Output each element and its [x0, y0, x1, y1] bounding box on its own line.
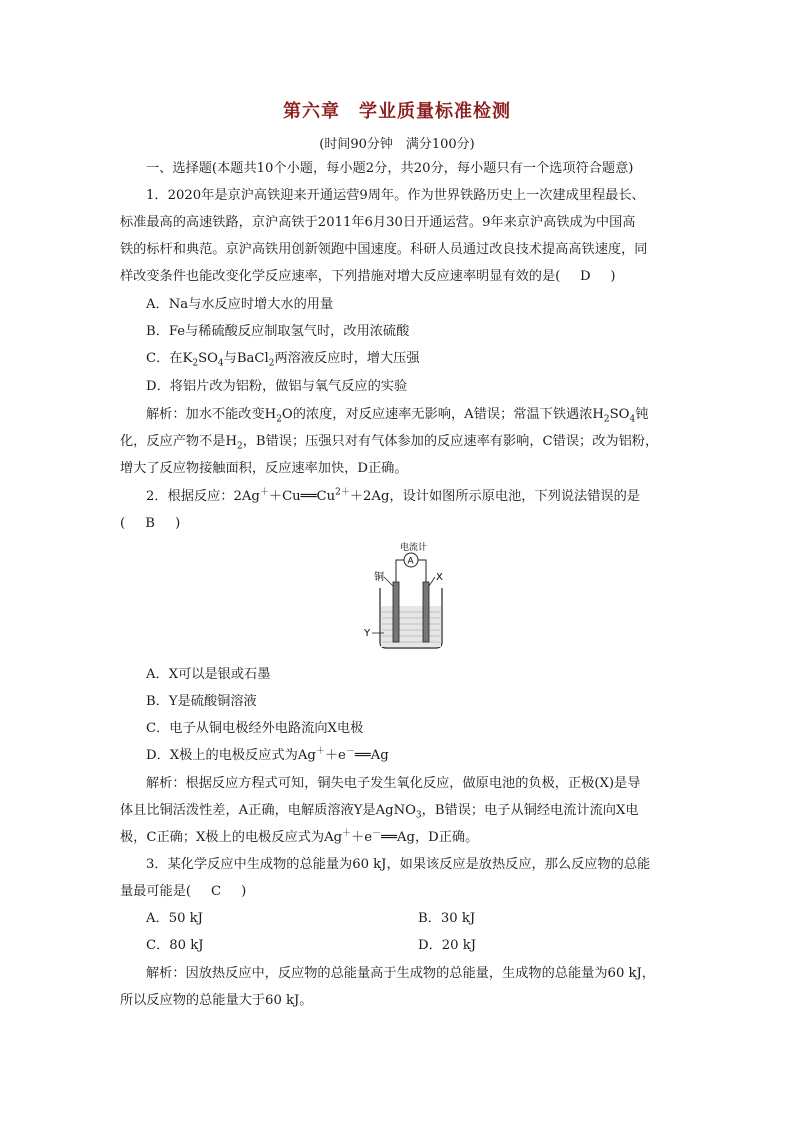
q2-option-c: C．电子从铜电极经外电路流向X电极: [146, 721, 364, 736]
q1-close-paren: ): [610, 269, 616, 284]
q1-option-c: C．在$K_2SO_4$与BaCl$_2$两溶液反应时，增大压强: [146, 351, 420, 369]
q1-option-a: A．Na与水反应时增大水的用量: [146, 297, 334, 312]
ammeter-label: 电流计: [400, 543, 428, 553]
galvanic-cell-diagram: [362, 540, 462, 650]
q2-line-2: ( B ): [120, 516, 181, 531]
q1-explanation-2: 化，反应产物不是$H_2$，B错误；压强只对有气体参加的反应速率有影响，C错误；改为铝粉，: [120, 434, 659, 452]
q1-answer: D: [580, 269, 591, 284]
q1-line-4: [120, 268, 616, 286]
q3-option-d: D．20 kJ: [418, 938, 477, 953]
x-electrode-label: X: [436, 572, 443, 583]
q2-option-d: D．X极上的电极反应式为Ag＋＋e－══Ag: [146, 746, 389, 763]
copper-pointer: [384, 577, 393, 586]
q3-explanation-2: 所以反应物的总能量大于60 kJ。: [120, 993, 313, 1008]
q2-option-a: A．X可以是银或石墨: [146, 667, 271, 682]
q2-explanation-3: 极，C正确；X极上的电极反应式为Ag＋＋e－══Ag，D正确。: [120, 828, 479, 845]
q3-option-c: C．80 kJ: [146, 938, 204, 953]
q2-answer: B: [145, 516, 155, 531]
q1-explanation-3: 增大了反应物接触面积，反应速率加快，D正确。: [120, 461, 408, 476]
q1-option-b: B．Fe与稀硫酸反应制取氢气时，改用浓硫酸: [146, 324, 410, 339]
q1-explanation-1: 解析：加水不能改变$H_2O$的浓度，对反应速率无影响，A错误；常温下铁遇浓$H_2SO_4$钝: [146, 407, 649, 425]
x-pointer: [429, 577, 435, 586]
q2-explanation-1: 解析：根据反应方程式可知，铜失电子发生氧化反应，做原电池的负极，正极(X)是导: [146, 776, 641, 791]
ammeter-symbol: A: [407, 556, 414, 567]
q3-option-b: B．30 kJ: [418, 911, 476, 926]
section-heading: 一、选择题(本题共10个小题，每小题2分，共20分，每小题只有一个选项符合题意): [146, 161, 634, 176]
q1-line-1: 1．2020年是京沪高铁迎来开通运营9周年。作为世界铁路历史上一次建成里程最长、: [146, 188, 645, 203]
q1-line-2: 标准最高的高速铁路，京沪高铁于2011年6月30日开通运营。9年来京沪高铁成为中国高: [120, 215, 636, 230]
q3-answer: C: [211, 884, 222, 899]
q2-line-1: 2．根据反应：$2Ag^++Cu══Cu^{2+}+2Ag$，设计如图所示原电池，下列说法错误的是: [146, 487, 640, 504]
wire-right: [418, 560, 426, 582]
copper-electrode: [393, 582, 399, 642]
q3-line-1: 3．某化学反应中生成物的总能量为60 kJ，如果该反应是放热反应，那么反应物的总能: [146, 857, 651, 872]
x-electrode: [423, 582, 429, 642]
q2-option-b: B．Y是硫酸铜溶液: [146, 694, 257, 709]
q3-option-a: A．50 kJ: [146, 911, 203, 926]
q1-line-3: 铁的标杆和典范。京沪高铁用创新领跑中国速度。科研人员通过改良技术提高高铁速度，同: [120, 242, 648, 257]
q3-explanation-1: 解析：因放热反应中，反应物的总能量高于生成物的总能量，生成物的总能量为60 kJ，: [146, 966, 655, 981]
y-solution-label: Y: [364, 628, 371, 639]
page-title: 第六章 学业质量标准检测: [283, 101, 511, 122]
q1-option-d: D．将铝片改为铝粉，做铝与氧气反应的实验: [146, 379, 408, 394]
page-subtitle: (时间90分钟 满分100分): [319, 137, 475, 152]
copper-label: 铜: [374, 572, 384, 583]
wire-left: [396, 560, 404, 582]
q2-explanation-2: 体且比铜活泼性差，A正确，电解质溶液Y是AgNO$_3$，B错误；电子从铜经电流计流向X电: [120, 803, 639, 821]
q1-stem-end: 样改变条件也能改变化学反应速率，下列措施对增大反应速率明显有效的是(: [120, 269, 561, 284]
q3-line-2: 量最可能是( C ): [120, 884, 247, 899]
